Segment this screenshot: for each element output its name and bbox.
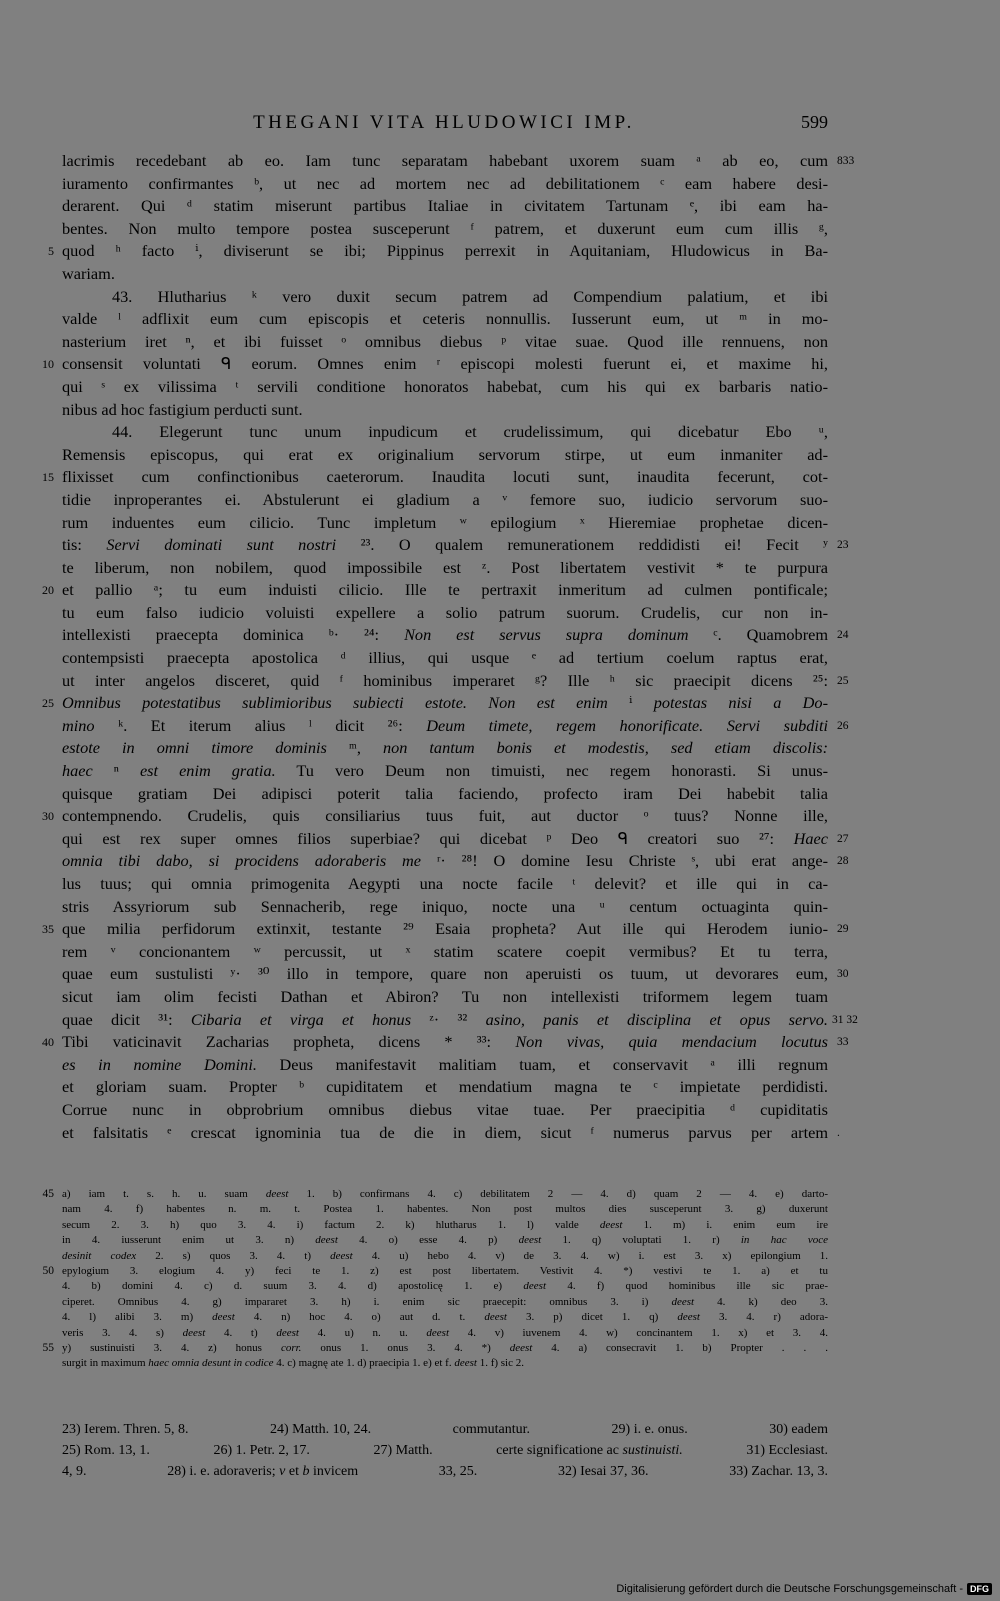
note-entry: 24) Matth. 10, 24. [270, 1422, 372, 1437]
text-line-text: valde ˡ adflixit eum cum episcopis et ceteris nonnullis. Iusserunt eum, ut ᵐ in mo- [62, 309, 828, 329]
apparatus-line [62, 1279, 828, 1294]
margin-reference: 23 [837, 539, 849, 552]
text-line-text: Corrue nunc in obprobrium omnibus diebus vitae tuae. Per praecipitia ᵈ cupiditatis [62, 1099, 828, 1119]
note-entry: 28) i. e. adoraveris; v et b invicem [167, 1463, 359, 1479]
text-line-text: ut inter angelos disceret, quid ᶠ hominibus imperaret ᵍ? Ille ʰ sic praecipit dicens ²⁵: [62, 670, 828, 690]
line-number: 30 [42, 809, 54, 824]
note-entry: 31) Ecclesiast. [746, 1442, 828, 1458]
note-entry: 33) Zachar. 13, 3. [729, 1463, 828, 1479]
text-line-text: tu eum falso iudicio voluisti expellere a solio patrum suorum. Crudelis, cur non in- [62, 602, 828, 622]
text-line [62, 286, 828, 309]
apparatus-line-text: a) iam t. s. h. u. suam deest 1. b) confirmans 4. c) debilitatem 2 — 4. d) quam 2 — 4. e) darto- [62, 1188, 828, 1200]
text-line [62, 444, 828, 467]
text-line [62, 783, 828, 806]
margin-reference: 24 [837, 629, 849, 642]
text-line-text: quod ʰ facto ⁱ, diviserunt se ibi; Pippinus perrexit in Aquitaniam, Hludowicus in Ba- [62, 241, 828, 261]
margin-reference: 33 [837, 1036, 849, 1049]
footer-credit-text: Digitalisierung gefördert durch die Deutsche Forschungsgemeinschaft - [616, 1583, 963, 1595]
apparatus-line [62, 1202, 828, 1217]
apparatus-line-text: y) sustinuisti 3. 4. z) honus corr. onus 1. onus 3. 4. *) deest 4. a) consecravit 1. b) Propter . . . [62, 1341, 828, 1354]
text-line [62, 760, 828, 783]
line-number: 20 [42, 583, 54, 598]
text-line [62, 376, 828, 399]
apparatus-line-text: ciperet. Omnibus 4. g) impararet 3. h) i. enim sic praecepit: omnibus 3. i) deest 4. k) deo 3. [62, 1295, 828, 1308]
line-number: 35 [42, 922, 54, 937]
text-line-text: et gloriam suam. Propter ᵇ cupiditatem et mendatium magna te ᶜ impietate perdidisti. [62, 1077, 828, 1097]
apparatus-line-text: epylogium 3. elogium 4. y) feci te 1. z) est post libertatem. Vestivit 4. *) vestivi te 1. a) et tu [62, 1264, 828, 1277]
line-number: 5 [48, 244, 54, 259]
note-entry: 29) i. e. onus. [611, 1422, 688, 1437]
text-line-text: intellexisti praecepta dominica ᵇ· ²⁴: Non est servus supra dominum ᶜ. Quamobrem [62, 625, 829, 645]
text-line-text: quisque gratiam Dei adipisci poterit talia faciendo, profecto iram Dei habebit talia [62, 783, 828, 803]
text-line [62, 896, 828, 919]
apparatus-line-text: desinit codex 2. s) quos 3. 4. t) deest 4. u) hebo 4. v) de 3. 4. w) i. est 3. x) epilongium 1. [62, 1249, 829, 1262]
text-line [62, 512, 828, 535]
text-line-text: rem ᵛ concionantem ʷ percussit, ut ˣ statim scatere coepit vermibus? Et tu terra, [62, 941, 828, 961]
text-line [62, 195, 828, 218]
text-line-text: contempsisti praecepta apostolica ᵈ illius, qui usque ᵉ ad tertium coelum raptus erat, [62, 648, 828, 668]
margin-reference: 30 [837, 968, 849, 981]
apparatus-line [62, 1249, 828, 1264]
text-line [62, 534, 849, 557]
text-line [42, 1031, 849, 1054]
note-entry: 4, 9. [62, 1463, 87, 1479]
text-line [62, 218, 828, 241]
apparatus-line [62, 1295, 828, 1310]
text-line [62, 263, 828, 286]
critical-apparatus [42, 1187, 829, 1372]
text-line [62, 647, 828, 670]
note-row [62, 1441, 828, 1462]
note-row [62, 1420, 828, 1441]
line-number: 10 [42, 357, 54, 372]
footer-credit [616, 1583, 992, 1595]
apparatus-line [62, 1233, 828, 1248]
text-line-text: sicut iam olim fecisti Dathan et Abiron? Tu non intellexisti triformem legem tuam [62, 986, 828, 1006]
text-line-text: wariam. [62, 263, 115, 283]
text-line-text: et pallio ᵃ; tu eum induisti cilicio. Ille te pertraxit inmeritum ad culmen pontificale; [62, 580, 828, 600]
text-line-text: flixisset cum confinctionibus caeterorum. Inaudita locuti sunt, inaudita fecerunt, cot- [62, 467, 828, 487]
margin-reference: 27 [837, 832, 849, 845]
note-entry: commutantur. [452, 1422, 531, 1437]
text-line-text: 44. Elegerunt tunc unum inpudicum et crudelissimum, qui dicebatur Ebo ᵘ, [112, 422, 828, 442]
text-line-text: lus tuus; qui omnia primogenita Aegypti una nocte facile ᵗ delevit? et ille qui in ca- [62, 874, 828, 893]
text-line [62, 737, 828, 760]
text-line-text: rum induentes eum cilicio. Tunc impletum ʷ epilogium ˣ Hieremiae prophetae dicen- [62, 512, 828, 532]
text-line-text: lacrimis recedebant ab eo. Iam tunc separatam habebant uxorem suam ᵃ ab eo, cum [62, 151, 828, 170]
text-line [62, 1009, 858, 1032]
text-line [62, 986, 828, 1009]
apparatus-line [62, 1218, 828, 1233]
text-line-text: mino ᵏ. Et iterum alius ˡ dicit ²⁶: Deum timete, regem honorificate. Servi subditi [62, 715, 828, 735]
text-line-text: qui est rex super omnes filios superbiae? qui dicebat ᵖ Deo ᑫ creatori suo ²⁷: Haec [62, 828, 828, 848]
text-line [62, 828, 849, 851]
margin-reference: . [837, 1126, 840, 1139]
text-line [62, 557, 828, 580]
text-line-text: Omnibus potestatibus sublimioribus subiecti estote. Non est enim ⁱ potestas nisi a Do- [62, 693, 828, 713]
text-line [62, 715, 849, 738]
line-number: 40 [42, 1035, 54, 1050]
source-notes [62, 1420, 828, 1482]
note-entry: 25) Rom. 13, 1. [62, 1442, 150, 1458]
text-line-text: Remensis episcopus, qui erat ex originalium servorum stirpe, ut eum inmaniter ad- [62, 444, 828, 464]
text-line [62, 150, 855, 173]
text-line [62, 850, 849, 873]
text-line [62, 941, 828, 964]
text-line-text: contempnendo. Crudelis, quis consiliarius tuus fuit, aut ductor ᵒ tuus? Nonne ille, [62, 806, 828, 826]
text-line-text: qui ˢ ex vilissima ᵗ servili conditione honoratos habebat, cum his qui ex barbaris natio- [62, 376, 828, 396]
text-line-text: Tibi vaticinavit Zacharias propheta, dicens * ³³: Non vivas, quia mendacium locutus [62, 1032, 828, 1052]
text-line-text: quae dicit ³¹: Cibaria et virga et honus ᶻ· ³² asino, panis et disciplina et opus servo. [62, 1009, 829, 1029]
apparatus-line [42, 1187, 828, 1202]
text-line-text: iuramento confirmantes ᵇ, ut nec ad mortem nec ad debilitationem ᶜ eam habere desi- [62, 173, 828, 193]
text-line-text: es in nomine Domini. Deus manifestavit malitiam tuam, et conservavit ᵃ illi regnum [62, 1054, 828, 1074]
note-entry: certe significatione ac sustinuisti. [496, 1442, 683, 1458]
apparatus-line-text: veris 3. 4. s) deest 4. t) deest 4. u) n. u. deest 4. v) iuvenem 4. w) concinantem 1. x) et 3. 4. [62, 1326, 828, 1339]
apparatus-line [42, 1341, 828, 1356]
text-line-text: nasterium iret ⁿ, et ibi fuisset ᵒ omnibus diebus ᵖ vitae suae. Quod ille rennuens, non [62, 331, 828, 351]
apparatus-line-text: surgit in maximum haec omnia desunt in codice 4. c) magnę ate 1. d) praecipia 1. e) et f. deest 1. f) sic 2. [62, 1357, 524, 1370]
apparatus-line [42, 1264, 828, 1279]
text-line-text: et falsitatis ᵉ crescat ignominia tua de die in diem, sicut ᶠ numerus parvus per artem [62, 1122, 828, 1142]
text-line [62, 1122, 840, 1145]
note-row [62, 1462, 828, 1483]
margin-reference: 833 [837, 155, 855, 167]
text-line [62, 489, 828, 512]
text-line [62, 173, 828, 196]
text-line [62, 331, 828, 354]
text-line [62, 602, 828, 625]
text-line [42, 353, 828, 376]
text-line-text: estote in omni timore dominis ᵐ, non tantum bonis et modestis, sed etiam discolis: [62, 738, 828, 758]
text-line [62, 873, 828, 896]
text-line-text: que milia perfidorum extinxit, testante ²⁹ Esaia propheta? Aut ille qui Herodem iunio- [62, 919, 828, 939]
note-entry: 30) eadem [769, 1422, 828, 1437]
text-line-text: haec ⁿ est enim gratia. Tu vero Deum non timuisti, nec regem honorasti. Si unus- [62, 761, 828, 781]
text-line [42, 918, 849, 941]
margin-reference: 28 [837, 855, 849, 868]
note-entry: 23) Ierem. Thren. 5, 8. [62, 1422, 189, 1437]
line-number: 45 [42, 1188, 54, 1200]
text-line-text: bentes. Non multo tempore postea susceperunt ᶠ patrem, et duxerunt eum cum illis ᵍ, [62, 218, 828, 238]
line-number: 15 [42, 470, 54, 485]
text-line-text: tis: Servi dominati sunt nostri ²³. O qualem remunerationem reddidisti ei! Fecit ʸ [62, 535, 828, 555]
text-line-text: consensit voluntati ᑫ eorum. Omnes enim ʳ episcopi molesti fuerunt ei, et maxime hi, [62, 354, 828, 374]
text-line [42, 579, 828, 602]
text-line [42, 692, 828, 715]
apparatus-line-text: 4. l) alibi 3. m) deest 4. n) hoc 4. o) aut d. t. deest 3. p) dicet 1. q) deest 3. 4. r) adora- [62, 1311, 829, 1324]
text-line [42, 805, 828, 828]
text-line-text: stris Assyriorum sub Sennacherib, rege iniquo, nocte una ᵘ centum octuaginta quin- [62, 896, 828, 916]
note-entry: 32) Iesai 37, 36. [557, 1463, 649, 1479]
page-header [60, 112, 828, 142]
apparatus-line-text: secum 2. 3. h) quo 3. 4. i) factum 2. k) hlutharus 1. l) valde deest 1. m) i. enim eum ire [62, 1218, 828, 1231]
apparatus-line [62, 1310, 828, 1325]
dfg-logo: DFG [967, 1583, 992, 1595]
apparatus-line-text: nam 4. f) habentes n. m. t. Postea 1. habentes. Non post multos dies susceperunt 3. g) duxerunt [62, 1203, 828, 1216]
text-line [62, 963, 849, 986]
apparatus-line-text: 4. b) domini 4. c) d. suum 3. 4. d) apostolicę 1. e) deest 4. f) quod hominibus ille sic prae- [62, 1280, 828, 1293]
margin-reference: 31 32 [832, 1013, 858, 1026]
text-line-text: omnia tibi dabo, si procidens adoraberis me ʳ· ²⁸! O domine Iesu Christe ˢ, ubi erat ange- [62, 851, 828, 871]
apparatus-line [62, 1326, 828, 1341]
text-line [48, 240, 828, 263]
note-entry: 27) Matth. [373, 1442, 433, 1458]
text-line [62, 624, 849, 647]
text-line [62, 1076, 828, 1099]
margin-reference: 29 [837, 923, 849, 936]
text-line-text: te liberum, non nobilem, quod impossibile est ᶻ. Post libertatem vestivit * te purpura [62, 557, 828, 577]
apparatus-line [62, 1356, 828, 1371]
text-line [42, 466, 828, 489]
text-line [62, 308, 828, 331]
text-line [62, 1054, 828, 1077]
line-number: 55 [42, 1341, 54, 1354]
text-line [62, 399, 828, 422]
line-number: 50 [42, 1264, 54, 1277]
text-line-text: nibus ad hoc fastigium perducti sunt. [62, 399, 303, 419]
text-line-text: derarent. Qui ᵈ statim miserunt partibus Italiae in civitatem Tartunam ᵉ, ibi eam ha- [62, 196, 828, 216]
line-number: 25 [42, 696, 54, 711]
margin-reference: 25 [837, 674, 849, 687]
text-line-text: quae eum sustulisti ʸ· ³⁰ illo in tempore, quare non aperuisti os tuum, ut devorares eum, [62, 964, 828, 984]
text-line [62, 670, 849, 693]
margin-reference: 26 [837, 719, 849, 732]
text-line [62, 1099, 828, 1122]
apparatus-line-text: in 4. iusserunt enim ut 3. n) deest 4. o) esse 4. p) deest 1. q) voluptati 1. r) in hac voce [62, 1234, 828, 1247]
main-text [42, 150, 858, 1144]
page-number: 599 [801, 112, 828, 132]
text-line [62, 421, 828, 444]
text-line-text: 43. Hlutharius ᵏ vero duxit secum patrem ad Compendium palatium, et ibi [112, 286, 828, 306]
text-line-text: tidie inproperantes ei. Abstulerunt ei gladium a ᵛ femore suo, iudicio servorum suo- [62, 489, 828, 509]
running-title: THEGANI VITA HLUDOWICI IMP. [253, 112, 635, 133]
note-entry: 26) 1. Petr. 2, 17. [213, 1442, 310, 1458]
note-entry: 33, 25. [438, 1463, 478, 1479]
